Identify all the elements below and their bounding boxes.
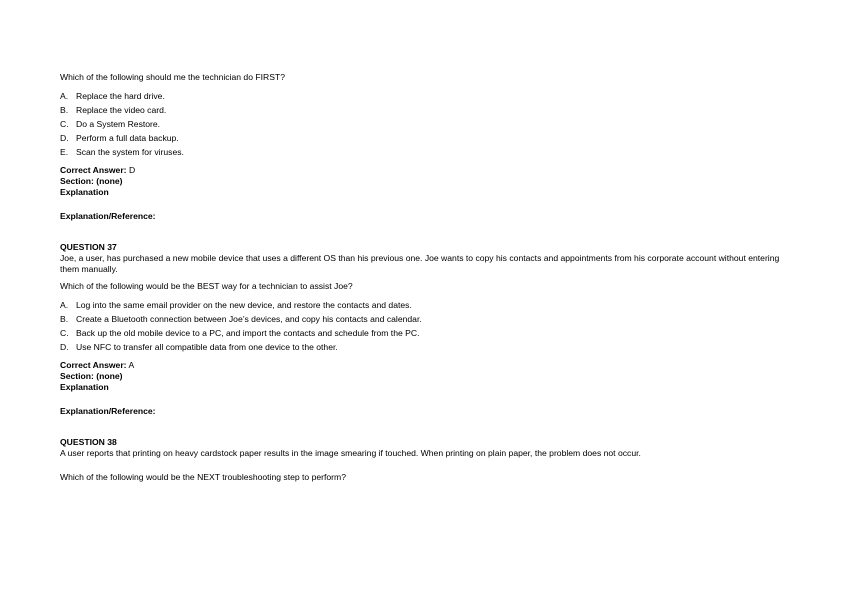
option-text: Create a Bluetooth connection between Joe’s devices, and copy his contacts and calendar.: [76, 314, 422, 324]
option-b: [60, 103, 780, 117]
option-letter: E.: [60, 147, 69, 157]
document-page: [60, 72, 780, 483]
question-37-title: QUESTION 37: [60, 242, 117, 252]
option-letter: C.: [60, 328, 69, 338]
question-38-title: QUESTION 38: [60, 437, 117, 447]
option-c: [60, 117, 780, 131]
question-36-prompt: Which of the following should me the technician do FIRST?: [60, 72, 285, 82]
correct-answer-label: Correct Answer:: [60, 360, 127, 370]
option-text: Log into the same email provider on the new device, and restore the contacts and dates.: [76, 300, 412, 310]
question-38-stem: A user reports that printing on heavy cardstock paper results in the image smearing if touched. When printing on plain paper, the problem does not occur.: [60, 448, 641, 458]
option-text: Do a System Restore.: [76, 119, 161, 129]
correct-answer-value: D: [128, 165, 136, 175]
correct-answer: [60, 360, 780, 371]
option-text: Replace the video card.: [76, 105, 167, 115]
correct-answer-value: A: [128, 360, 135, 370]
option-letter: B.: [60, 314, 69, 324]
option-text: Replace the hard drive.: [76, 91, 165, 101]
option-b: [60, 312, 780, 326]
option-text: Back up the old mobile device to a PC, and import the contacts and schedule from the PC.: [76, 328, 420, 338]
option-text: Scan the system for viruses.: [76, 147, 184, 157]
question-36-options: [60, 89, 780, 159]
option-text: Perform a full data backup.: [76, 133, 179, 143]
option-text: Use NFC to transfer all compatible data from one device to the other.: [76, 342, 338, 352]
option-letter: D.: [60, 133, 69, 143]
explanation-reference-label: Explanation/Reference:: [60, 211, 156, 221]
explanation-reference-label: Explanation/Reference:: [60, 406, 156, 416]
option-e: [60, 145, 780, 159]
explanation-label: Explanation: [60, 382, 109, 392]
option-d: [60, 340, 780, 354]
option-a: [60, 89, 780, 103]
correct-answer-label: Correct Answer:: [60, 165, 127, 175]
correct-answer: [60, 165, 780, 176]
question-37-stem: Joe, a user, has purchased a new mobile device that uses a different OS than his previous one. Joe wants to copy his contacts and appointments from his corporate account without entering them manually.: [60, 253, 780, 274]
option-letter: A.: [60, 91, 69, 101]
question-38-prompt: Which of the following would be the NEXT troubleshooting step to perform?: [60, 472, 346, 482]
section-label: Section: (none): [60, 176, 123, 186]
option-letter: C.: [60, 119, 69, 129]
option-letter: B.: [60, 105, 69, 115]
option-a: [60, 298, 780, 312]
option-letter: D.: [60, 342, 69, 352]
question-37-prompt: Which of the following would be the BEST way for a technician to assist Joe?: [60, 281, 353, 291]
explanation-label: Explanation: [60, 187, 109, 197]
question-37-options: [60, 298, 780, 354]
option-c: [60, 326, 780, 340]
option-d: [60, 131, 780, 145]
option-letter: A.: [60, 300, 69, 310]
section-label: Section: (none): [60, 371, 123, 381]
